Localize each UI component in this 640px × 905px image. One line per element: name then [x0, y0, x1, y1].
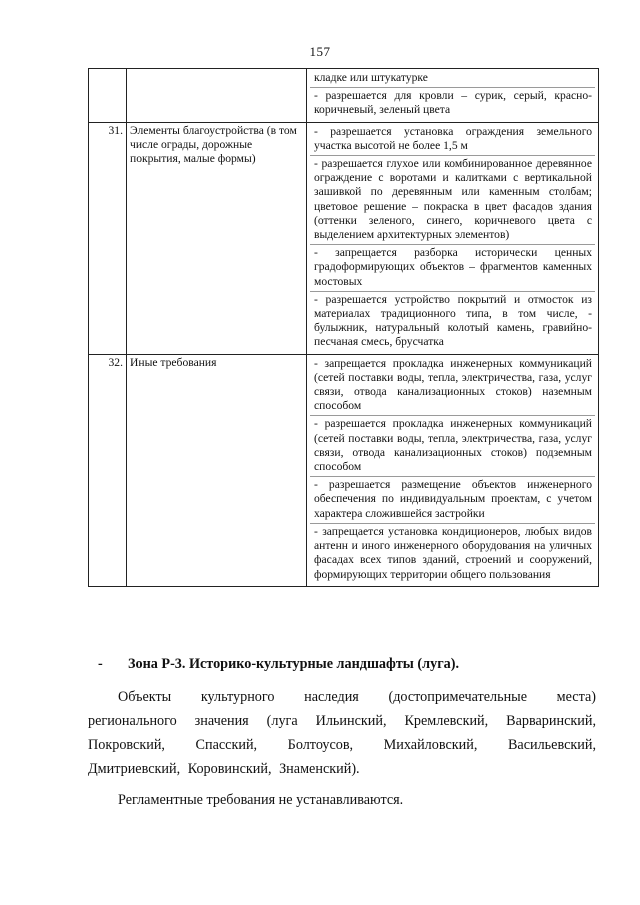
table-row: [89, 69, 599, 123]
page-number: 157: [309, 44, 331, 59]
requirement-item: - разрешается прокладка инженерных коммуникаций (сетей поставки воды, тепла, электричества, газа, услуг связи, отвода канализационных стоков) подземным способом: [310, 415, 595, 476]
row-element-name: [127, 69, 307, 123]
zone-note-paragraph: Регламентные требования не устанавливаются.: [118, 792, 404, 808]
zone-heading: [88, 652, 596, 676]
zone-heading-text: Зона Р-3. Историко-культурные ландшафты (луга).: [128, 656, 460, 672]
requirement-item: - разрешается устройство покрытий и отмосток из материалах традиционного типа, в том числе, - булыжник, натуральный колотый камень, гравийно-песчаная смесь, брусчатка: [310, 291, 595, 352]
requirement-item: - разрешается размещение объектов инженерного обеспечения по индивидуальным проектам, с учетом характера сложившейся застройки: [310, 476, 595, 523]
requirement-item: - запрещается установка кондиционеров, любых видов антенн и иного инженерного оборудования на уличных фасадах всех типов зданий, строений и сооружений, формирующих территории общего пользования: [310, 523, 595, 584]
requirement-item: - разрешается глухое или комбинированное деревянное ограждение с воротами и калитками с вертикальной зашивкой по деревянным или каменным столбам; цветовое решение – покраска в цвет фасадов здания (оттенки зеленого, синего, коричневого цвета с выделением архитектурных элементов): [310, 155, 595, 244]
row-number: 31.: [89, 122, 127, 354]
requirement-item: - разрешается для кровли – сурик, серый, красно- коричневый, зеленый цвета: [310, 87, 595, 119]
row-element-name: Иные требования: [127, 354, 307, 586]
requirement-item: - разрешается установка ограждения земельного участка высотой не более 1,5 м: [314, 124, 592, 152]
row-number: [89, 69, 127, 123]
row-number: 32.: [89, 354, 127, 586]
table-row: [89, 354, 599, 586]
zone-objects-paragraph: Объекты культурного наследия (достопримечательные места) регионального значения (луга Ильинский, Кремлевский, Варваринский, Покровский, Спасский, Болтоусов, Михайловский, Васильевский, Дмитриевский, Коровинский, Знаменский).: [88, 689, 596, 777]
requirement-item: - запрещается разборка исторически ценных градоформирующих объектов – фрагментов каменных мостовых: [310, 244, 595, 291]
requirement-item: кладке или штукатурке: [314, 71, 428, 84]
requirement-item: - запрещается прокладка инженерных коммуникаций (сетей поставки воды, тепла, электричества, газа, услуг связи, отвода канализационных стоков) наземным способом: [314, 356, 592, 413]
row-element-name: Элементы благоустройства (в том числе ограды, дорожные покрытия, малые формы): [127, 122, 307, 354]
row-requirements: [307, 69, 599, 123]
row-requirements: [307, 122, 599, 354]
regulations-table-body: [89, 69, 599, 587]
zone-section: [88, 652, 596, 812]
regulations-table: [88, 68, 599, 587]
table-row: [89, 122, 599, 354]
zone-heading-dash: -: [98, 656, 103, 672]
row-requirements: [307, 354, 599, 586]
